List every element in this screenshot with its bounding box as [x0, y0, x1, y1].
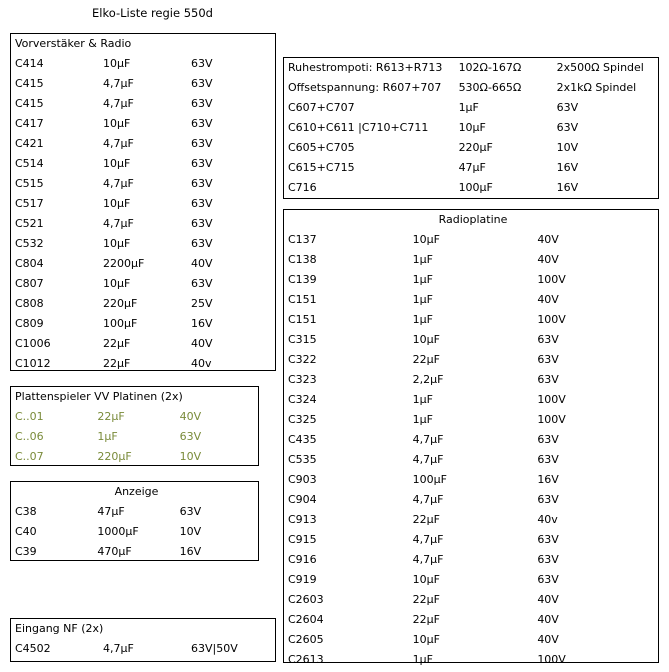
cell-voltage: 63V	[191, 177, 213, 190]
cell-voltage: 63V	[179, 505, 202, 518]
section-header: Anzeige	[114, 485, 159, 498]
cell-ref: C903	[288, 473, 317, 486]
cell-ref: C421	[15, 137, 44, 150]
cell-voltage: 10V	[556, 141, 579, 154]
section-header: Eingang NF (2x)	[15, 622, 104, 635]
cell-ref: C38	[15, 505, 37, 518]
cell-value: 22µF	[412, 613, 440, 626]
cell-value: 1µF	[412, 653, 433, 666]
table-row	[11, 194, 275, 214]
cell-voltage: 63V|50V	[191, 642, 238, 655]
cell-ref: C716	[288, 181, 317, 194]
cell-ref: Offsetspannung: R607+707	[288, 81, 442, 94]
table-row	[11, 214, 275, 234]
table-eingang-nf	[10, 618, 276, 662]
cell-ref: C2605	[288, 633, 324, 646]
cell-voltage: 63V	[191, 57, 213, 70]
cell-ref: C610+C611 |C710+C711	[288, 121, 429, 134]
cell-value: 10µF	[412, 633, 440, 646]
cell-ref: C515	[15, 177, 44, 190]
cell-voltage: 40V	[179, 410, 202, 423]
cell-ref: C322	[288, 353, 317, 366]
cell-value: 4,7µF	[412, 533, 444, 546]
cell-voltage: 63V	[191, 237, 213, 250]
table-row	[11, 502, 258, 522]
table-header-row	[11, 619, 275, 639]
table-row	[11, 354, 275, 374]
cell-voltage: 40V	[537, 253, 559, 266]
cell-voltage: 63V	[537, 533, 559, 546]
cell-value: 10µF	[103, 197, 131, 210]
cell-ref: C915	[288, 533, 317, 546]
cell-voltage: 16V	[537, 473, 559, 486]
cell-ref: C919	[288, 573, 317, 586]
cell-value: 47µF	[458, 161, 486, 174]
page-title: Elko-Liste regie 550d	[92, 6, 213, 20]
cell-ref: C1006	[15, 337, 51, 350]
cell-voltage: 16V	[179, 545, 202, 558]
table-row	[11, 114, 275, 134]
cell-ref: C414	[15, 57, 44, 70]
cell-voltage: 40V	[537, 613, 559, 626]
cell-value: 220µF	[103, 297, 138, 310]
table-row	[284, 550, 658, 570]
cell-value: 530Ω-665Ω	[458, 81, 522, 94]
table-row	[11, 254, 275, 274]
cell-voltage: 40V	[537, 233, 559, 246]
table-row	[284, 250, 658, 270]
cell-ref: C137	[288, 233, 317, 246]
cell-voltage: 63V	[191, 117, 213, 130]
cell-voltage: 63V	[537, 453, 559, 466]
section-header: Plattenspieler VV Platinen (2x)	[15, 390, 183, 403]
cell-voltage: 16V	[556, 161, 579, 174]
table-row	[11, 427, 258, 447]
table-row	[284, 118, 658, 138]
table-row	[284, 290, 658, 310]
cell-value: 102Ω-167Ω	[458, 61, 522, 74]
table-row	[284, 178, 658, 198]
cell-ref: C4502	[15, 642, 51, 655]
cell-value: 220µF	[97, 450, 132, 463]
table-row	[284, 570, 658, 590]
table-row	[284, 370, 658, 390]
cell-ref: C323	[288, 373, 317, 386]
cell-value: 100µF	[458, 181, 493, 194]
section-header: Radioplatine	[438, 213, 508, 226]
table-row	[11, 274, 275, 294]
table-row	[284, 630, 658, 650]
cell-value: 1µF	[97, 430, 118, 443]
cell-voltage: 100V	[537, 393, 566, 406]
cell-value: 22µF	[103, 337, 131, 350]
cell-ref: C324	[288, 393, 317, 406]
table-row	[284, 410, 658, 430]
cell-value: 22µF	[103, 357, 131, 370]
cell-ref: C532	[15, 237, 44, 250]
cell-voltage: 40V	[537, 633, 559, 646]
cell-value: 22µF	[412, 593, 440, 606]
cell-voltage: 40V	[191, 257, 213, 270]
cell-value: 2200µF	[103, 257, 145, 270]
cell-value: 10µF	[458, 121, 486, 134]
table-row	[284, 650, 658, 670]
cell-voltage: 63V	[537, 373, 559, 386]
cell-voltage: 40v	[191, 357, 212, 370]
cell-value: 4,7µF	[103, 137, 134, 150]
table-row	[284, 490, 658, 510]
cell-value: 4,7µF	[103, 217, 134, 230]
cell-ref: C417	[15, 117, 44, 130]
cell-ref: C913	[288, 513, 317, 526]
cell-voltage: 100V	[537, 413, 566, 426]
cell-voltage: 10V	[179, 525, 202, 538]
cell-voltage: 63V	[191, 197, 213, 210]
cell-value: 1000µF	[97, 525, 139, 538]
cell-ref: C916	[288, 553, 317, 566]
table-header-row	[11, 482, 258, 502]
cell-note: 2x500Ω Spindel	[556, 61, 644, 74]
cell-ref: C39	[15, 545, 37, 558]
table-row	[284, 530, 658, 550]
cell-value: 1µF	[412, 393, 433, 406]
table-header-row	[11, 387, 258, 407]
cell-value: 4,7µF	[412, 453, 444, 466]
cell-value: 10µF	[412, 333, 440, 346]
cell-value: 470µF	[97, 545, 132, 558]
cell-voltage: 63V	[191, 217, 213, 230]
cell-ref: C151	[288, 313, 317, 326]
cell-note: 2x1kΩ Spindel	[556, 81, 637, 94]
cell-voltage: 25V	[191, 297, 213, 310]
cell-voltage: 63V	[537, 433, 559, 446]
table-row	[284, 590, 658, 610]
table-row	[284, 230, 658, 250]
cell-ref: C..07	[15, 450, 44, 463]
cell-value: 4,7µF	[103, 97, 134, 110]
cell-voltage: 63V	[537, 553, 559, 566]
table-radioplatine	[283, 209, 659, 666]
cell-value: 2,2µF	[412, 373, 444, 386]
cell-ref: C..06	[15, 430, 44, 443]
table-row	[284, 158, 658, 178]
cell-voltage: 63V	[537, 353, 559, 366]
cell-voltage: 63V	[556, 121, 579, 134]
table-row	[11, 542, 258, 562]
table-row	[11, 294, 275, 314]
cell-ref: C807	[15, 277, 44, 290]
cell-voltage: 63V	[556, 101, 579, 114]
cell-voltage: 63V	[191, 97, 213, 110]
table-row	[11, 314, 275, 334]
table-row	[284, 510, 658, 530]
cell-value: 4,7µF	[412, 553, 444, 566]
cell-value: 10µF	[103, 157, 131, 170]
table-row	[11, 234, 275, 254]
table-anzeige	[10, 481, 259, 561]
table-ruhestrom-offset	[283, 57, 659, 199]
table-row	[284, 330, 658, 350]
cell-voltage: 40v	[537, 513, 558, 526]
table-row	[284, 390, 658, 410]
cell-ref: C514	[15, 157, 44, 170]
table-row	[284, 450, 658, 470]
table-row	[284, 350, 658, 370]
table-row	[11, 54, 275, 74]
cell-voltage: 40V	[537, 593, 559, 606]
cell-voltage: 16V	[191, 317, 213, 330]
cell-ref: C521	[15, 217, 44, 230]
cell-ref: C1012	[15, 357, 51, 370]
cell-value: 4,7µF	[103, 77, 134, 90]
table-row	[284, 470, 658, 490]
table-row	[11, 639, 275, 659]
table-row	[284, 270, 658, 290]
table-row	[284, 138, 658, 158]
cell-ref: C415	[15, 77, 44, 90]
cell-ref: C2603	[288, 593, 324, 606]
cell-value: 4,7µF	[412, 433, 444, 446]
cell-voltage: 100V	[537, 653, 566, 666]
table-row	[11, 447, 258, 467]
table-row	[284, 78, 658, 98]
cell-ref: C615+C715	[288, 161, 355, 174]
cell-value: 4,7µF	[412, 493, 444, 506]
section-header: Vorverstäker & Radio	[15, 37, 132, 50]
cell-ref: C607+C707	[288, 101, 355, 114]
table-row	[284, 310, 658, 330]
cell-value: 1µF	[458, 101, 479, 114]
cell-ref: C325	[288, 413, 317, 426]
cell-ref: Ruhestrompoti: R613+R713	[288, 61, 443, 74]
table-header-row	[11, 34, 275, 54]
table-row	[11, 94, 275, 114]
cell-ref: C804	[15, 257, 44, 270]
cell-voltage: 63V	[191, 77, 213, 90]
cell-voltage: 100V	[537, 273, 566, 286]
cell-ref: C517	[15, 197, 44, 210]
cell-voltage: 63V	[537, 573, 559, 586]
cell-value: 10µF	[103, 277, 131, 290]
cell-value: 10µF	[103, 117, 131, 130]
cell-ref: C435	[288, 433, 317, 446]
cell-ref: C151	[288, 293, 317, 306]
table-header-row	[284, 210, 658, 230]
cell-ref: C605+C705	[288, 141, 355, 154]
cell-value: 10µF	[103, 237, 131, 250]
cell-value: 1µF	[412, 313, 433, 326]
cell-value: 47µF	[97, 505, 125, 518]
cell-voltage: 10V	[179, 450, 202, 463]
cell-value: 10µF	[412, 233, 440, 246]
cell-value: 1µF	[412, 293, 433, 306]
cell-value: 1µF	[412, 273, 433, 286]
cell-voltage: 63V	[179, 430, 202, 443]
cell-value: 1µF	[412, 413, 433, 426]
table-row	[284, 430, 658, 450]
table-row	[11, 334, 275, 354]
cell-value: 1µF	[412, 253, 433, 266]
cell-ref: C40	[15, 525, 37, 538]
cell-voltage: 63V	[191, 137, 213, 150]
cell-value: 10µF	[412, 573, 440, 586]
cell-ref: C904	[288, 493, 317, 506]
table-row	[11, 134, 275, 154]
cell-ref: C139	[288, 273, 317, 286]
table-row	[284, 610, 658, 630]
table-row	[284, 98, 658, 118]
table-plattenspieler	[10, 386, 259, 466]
cell-ref: C808	[15, 297, 44, 310]
cell-value: 10µF	[103, 57, 131, 70]
cell-value: 4,7µF	[103, 177, 134, 190]
cell-value: 22µF	[412, 353, 440, 366]
cell-voltage: 100V	[537, 313, 566, 326]
table-row	[11, 407, 258, 427]
table-vorverstaerker-radio	[10, 33, 276, 371]
table-row	[11, 154, 275, 174]
cell-value: 22µF	[412, 513, 440, 526]
cell-voltage: 40V	[191, 337, 213, 350]
cell-value: 22µF	[97, 410, 125, 423]
cell-voltage: 16V	[556, 181, 579, 194]
table-row	[11, 74, 275, 94]
cell-voltage: 63V	[537, 493, 559, 506]
cell-value: 100µF	[103, 317, 138, 330]
cell-value: 220µF	[458, 141, 493, 154]
table-row	[11, 174, 275, 194]
cell-voltage: 63V	[191, 157, 213, 170]
cell-voltage: 63V	[191, 277, 213, 290]
cell-value: 100µF	[412, 473, 447, 486]
table-row	[284, 58, 658, 78]
cell-voltage: 63V	[537, 333, 559, 346]
cell-ref: C2604	[288, 613, 324, 626]
cell-ref: C415	[15, 97, 44, 110]
cell-voltage: 40V	[537, 293, 559, 306]
table-row	[11, 522, 258, 542]
cell-ref: C2613	[288, 653, 324, 666]
cell-value: 4,7µF	[103, 642, 134, 655]
cell-ref: C315	[288, 333, 317, 346]
cell-ref: C138	[288, 253, 317, 266]
cell-ref: C535	[288, 453, 317, 466]
cell-ref: C809	[15, 317, 44, 330]
cell-ref: C..01	[15, 410, 44, 423]
